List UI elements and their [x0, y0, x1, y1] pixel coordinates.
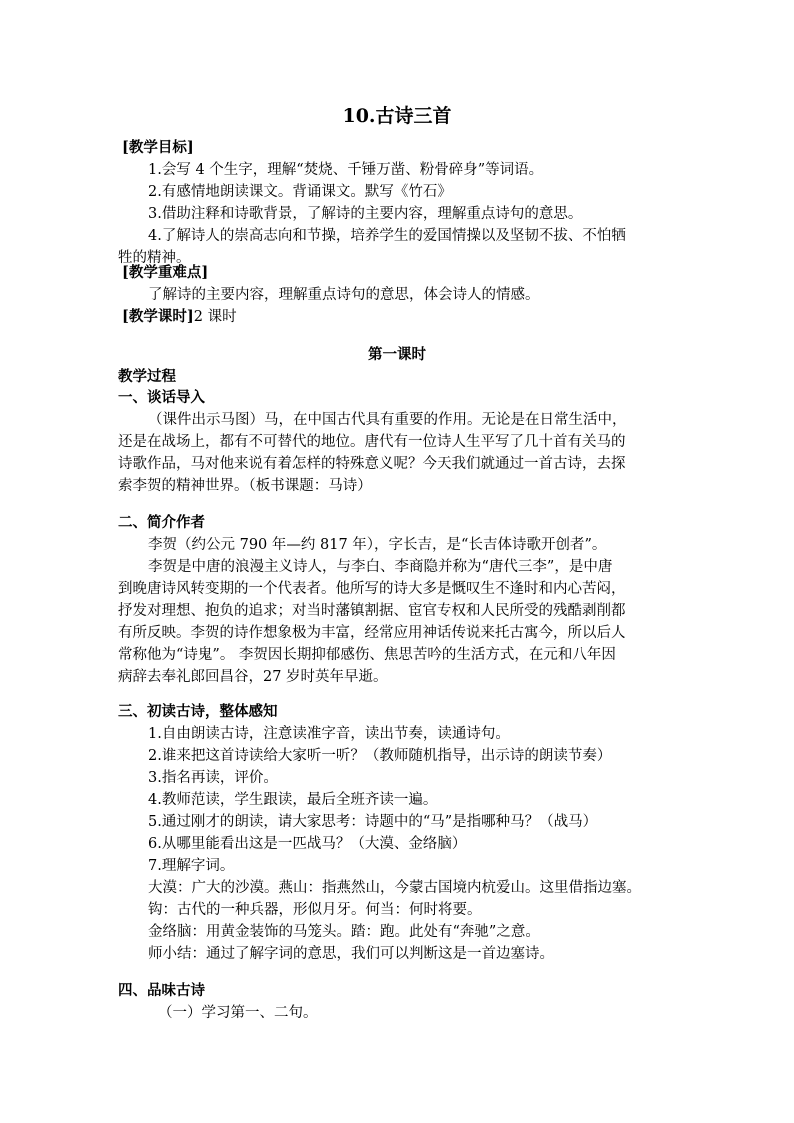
- section1-line: 索李贺的精神世界。（板书课题：马诗）: [118, 478, 372, 494]
- section2-line: 李贺是中唐的浪漫主义诗人，与李白、李商隐并称为“唐代三李”，是中唐: [148, 559, 613, 575]
- objective-item: 1.会写 4 个生字，理解“焚烧、千锤万凿、粉骨碎身”等词语。: [148, 162, 544, 178]
- section3-heading: 三、初读古诗，整体感知: [118, 703, 278, 720]
- section3-note: 大漠：广大的沙漠。燕山：指燕然山，今蒙古国境内杭爱山。这里借指边塞。: [148, 880, 641, 896]
- section1-line: （课件出示马图）马，在中国古代具有重要的作用。无论是在日常生活中，: [148, 412, 627, 428]
- section3-item: 4.教师范读，学生跟读，最后全班齐读一遍。: [148, 792, 438, 808]
- key-points-text: 了解诗的主要内容，理解重点诗句的意思，体会诗人的情感。: [148, 287, 540, 303]
- teaching-hours: [122, 306, 237, 328]
- key-points-heading: [教学重难点]: [122, 264, 209, 281]
- section1-line: 诗歌作品，马对他来说有着怎样的特殊意义呢？今天我们就通过一首古诗，去探: [118, 456, 626, 472]
- objective-item-continuation: 牲的精神。: [118, 250, 191, 266]
- section2-line: 抒发对理想、抱负的追求；对当时藩镇割据、宦官专权和人民所受的残酷剥削都: [118, 603, 626, 619]
- objective-item: 2.有感情地朗读课文。背诵课文。默写《竹石》: [148, 184, 452, 200]
- section2-line: 有所反映。李贺的诗作想象极为丰富，经常应用神话传说来托古寓今，所以后人: [118, 625, 626, 641]
- section2-line: 到晚唐诗风转变期的一个代表者。他所写的诗大多是慨叹生不逢时和内心苦闷，: [118, 581, 626, 597]
- process-heading: 教学过程: [118, 368, 176, 385]
- section2-heading: 二、简介作者: [118, 514, 205, 531]
- section3-note: 钩：古代的一种兵器，形似月牙。何当：何时将要。: [148, 902, 482, 918]
- section3-item: 6.从哪里能看出这是一匹战马？（大漠、金络脑）: [148, 836, 467, 852]
- section3-item: 3.指名再读，评价。: [148, 770, 278, 786]
- section1-heading: 一、谈话导入: [118, 389, 205, 406]
- section3-note: 金络脑：用黄金装饰的马笼头。踏：跑。此处有“奔驰”之意。: [148, 924, 540, 940]
- document-title: 10.古诗三首: [342, 105, 452, 127]
- section3-item: 7.理解字词。: [148, 858, 235, 874]
- section4-subheading: （一）学习第一、二句。: [158, 1005, 318, 1021]
- section3-item: 1.自由朗读古诗，注意读准字音，读出节奏，读通诗句。: [148, 726, 510, 742]
- hours-heading: [教学课时]: [122, 308, 194, 325]
- section2-line: 病辞去奉礼郎回昌谷，27 岁时英年早逝。: [118, 669, 388, 685]
- section4-heading: 四、品味古诗: [118, 982, 205, 999]
- section3-item: 5.通过刚才的朗读，请大家思考：诗题中的“马”是指哪种马？（战马）: [148, 814, 598, 830]
- section3-note: 师小结：通过了解字词的意思，我们可以判断这是一首边塞诗。: [148, 946, 554, 962]
- section1-line: 还是在战场上，都有不可替代的地位。唐代有一位诗人生平写了几十首有关马的: [118, 434, 626, 450]
- section3-item: 2.谁来把这首诗读给大家听一听？（教师随机指导，出示诗的朗读节奏）: [148, 748, 612, 764]
- objective-item: 4.了解诗人的崇高志向和节操，培养学生的爱国情操以及坚韧不拔、不怕牺: [148, 228, 626, 244]
- objective-item: 3.借助注释和诗歌背景，了解诗的主要内容，理解重点诗句的意思。: [148, 206, 583, 222]
- section2-line: 常称他为“诗鬼”。 李贺因长期抑郁感伤、焦思苦吟的生活方式，在元和八年因: [118, 647, 616, 663]
- objectives-heading: [教学目标]: [122, 139, 194, 156]
- section2-line: 李贺（约公元 790 年—约 817 年），字长吉，是“长吉体诗歌开创者”。: [148, 537, 607, 553]
- lesson-title: 第一课时: [368, 346, 426, 363]
- hours-value: 2 课时: [193, 309, 237, 325]
